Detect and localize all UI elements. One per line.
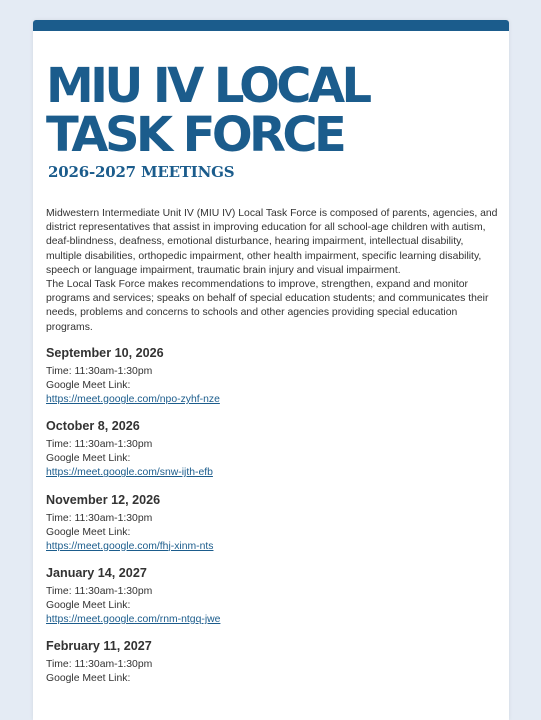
meeting-time: Time: 11:30am-1:30pm xyxy=(46,659,153,671)
google-meet-link[interactable]: https://meet.google.com/fhj-xinm-nts xyxy=(46,540,214,552)
meeting-date: September 10, 2026 xyxy=(46,346,164,360)
meeting-time: Time: 11:30am-1:30pm xyxy=(46,439,153,451)
meeting-link-label: Google Meet Link: xyxy=(46,526,131,538)
meeting-item xyxy=(46,418,496,491)
page-subtitle: 2026-2027 MEETINGS xyxy=(48,163,235,181)
title-line-1: MIU IV LOCAL xyxy=(46,58,369,114)
meeting-item xyxy=(46,638,496,711)
meeting-link-label: Google Meet Link: xyxy=(46,673,131,685)
meeting-time: Time: 11:30am-1:30pm xyxy=(46,512,153,524)
meeting-item xyxy=(46,345,496,418)
meeting-item xyxy=(46,492,496,565)
meeting-time: Time: 11:30am-1:30pm xyxy=(46,366,153,377)
meeting-date: January 14, 2027 xyxy=(46,565,147,580)
meeting-link-label: Google Meet Link: xyxy=(46,599,131,611)
meeting-item xyxy=(46,565,496,638)
meeting-time: Time: 11:30am-1:30pm xyxy=(46,585,153,597)
intro-paragraph-2: The Local Task Force makes recommendations to improve, strengthen, expand and monitor programs and services; speaks on behalf of special education students; and communicates their needs, problems and concerns to schools and other agencies providing special education programs. xyxy=(46,279,489,333)
meeting-list xyxy=(46,345,496,711)
document-page xyxy=(33,20,509,720)
google-meet-link[interactable]: https://meet.google.com/rnm-ntgq-jwe xyxy=(46,613,221,625)
meeting-link-label: Google Meet Link: xyxy=(46,380,131,391)
google-meet-link[interactable]: https://meet.google.com/snw-ijth-efb xyxy=(46,467,213,479)
title-line-2: TASK FORCE xyxy=(46,107,344,163)
meeting-date: October 8, 2026 xyxy=(46,419,140,434)
page-title xyxy=(46,58,369,163)
header-accent-bar xyxy=(33,20,509,31)
intro-text xyxy=(46,207,498,335)
intro-paragraph-1: Midwestern Intermediate Unit IV (MIU IV) Local Task Force is composed of parents, agencies, and district representatives that assist in improving education for all school-age children with autism, deaf-blindness, deafness, emotional disturbance, hearing impairment, intellectual disability, multiple disabilities, orthopedic impairment, other health impairment, specific learning disability, speech or language impairment, traumatic brain injury and visual impairment. xyxy=(46,208,498,276)
meeting-date: February 11, 2027 xyxy=(46,639,152,654)
meeting-date: November 12, 2026 xyxy=(46,492,161,507)
google-meet-link[interactable]: https://meet.google.com/npo-zyhf-nze xyxy=(46,394,220,405)
meeting-link-label: Google Meet Link: xyxy=(46,453,131,465)
